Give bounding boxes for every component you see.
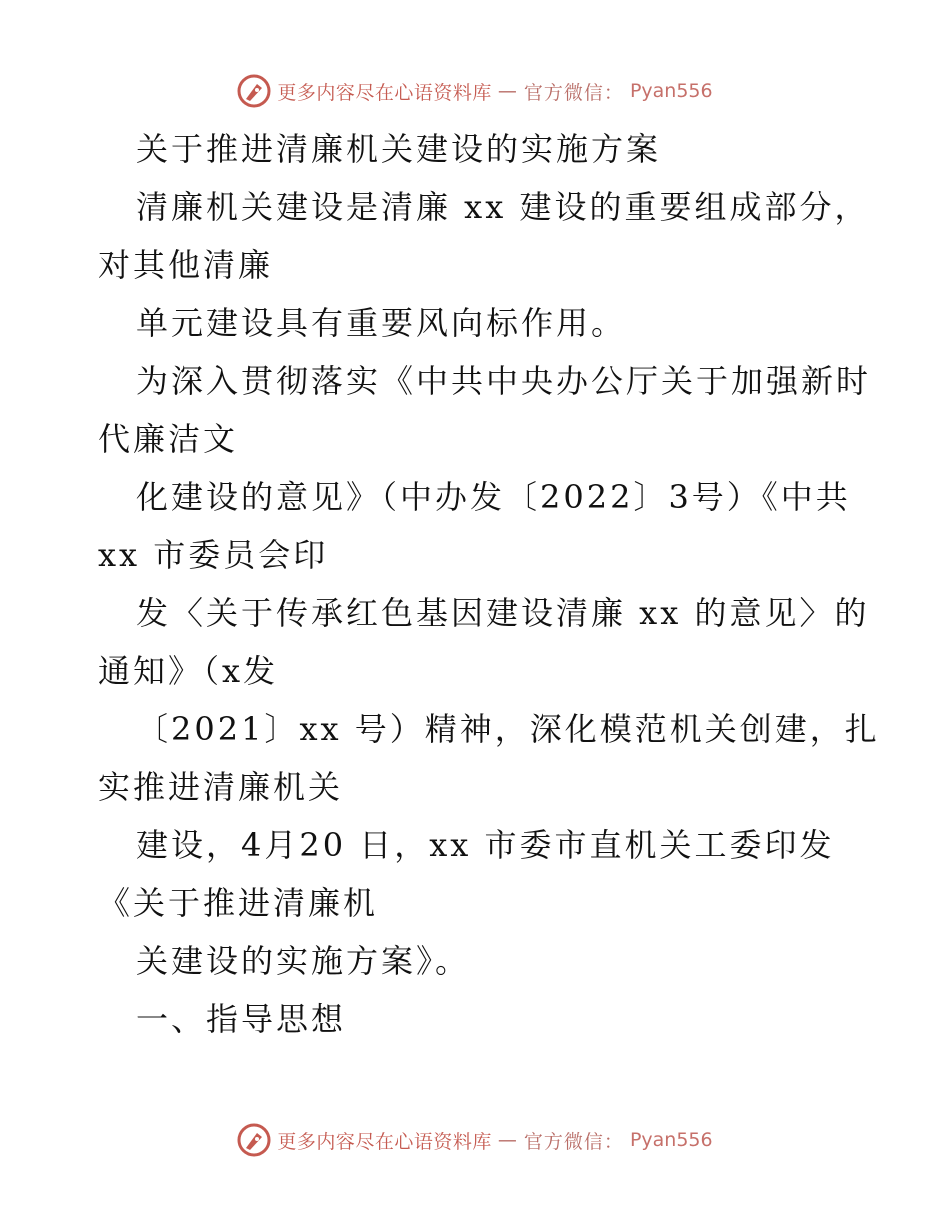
- section-heading: 一、指导思想: [136, 1000, 347, 1038]
- watermark-footer: [0, 1120, 950, 1160]
- paragraph-line: 化建设的意见》（中办发〔2022〕3号）《中共: [136, 478, 851, 516]
- watermark-wechat-id: Pyan556: [629, 1129, 713, 1151]
- paragraph-line: 《关于推进清廉机: [98, 884, 379, 922]
- paragraph-line: 对其他清廉: [98, 246, 274, 284]
- paragraph-line: 关建设的实施方案》。: [136, 942, 471, 980]
- paragraph-line: 建设，4月20 日，xx 市委市直机关工委印发: [136, 826, 835, 864]
- pen-nib-logo-icon: [237, 1123, 271, 1157]
- watermark-site-text: 更多内容尽在心语资料库: [277, 1130, 492, 1153]
- pen-nib-logo-icon: [237, 74, 271, 108]
- watermark-wechat-label: 官方微信：: [523, 1130, 624, 1153]
- paragraph-line: 通知》（x发: [98, 652, 279, 690]
- watermark-wechat-id: Pyan556: [629, 80, 713, 102]
- watermark-header: [0, 71, 950, 111]
- paragraph-line: 单元建设具有重要风向标作用。: [136, 304, 627, 342]
- paragraph-line: 发〈关于传承红色基因建设清廉 xx 的意见〉的: [136, 594, 870, 632]
- paragraph-line: xx 市委员会印: [98, 536, 329, 574]
- watermark-separator: —: [497, 1129, 518, 1151]
- paragraph-line: 清廉机关建设是清廉 xx 建设的重要组成部分，: [136, 188, 870, 226]
- paragraph-line: 实推进清廉机关: [98, 768, 344, 806]
- paragraph-line: 为深入贯彻落实《中共中央办公厅关于加强新时: [136, 362, 872, 400]
- watermark-site-text: 更多内容尽在心语资料库: [277, 81, 492, 104]
- document-body: [98, 120, 880, 1048]
- paragraph-line: 代廉洁文: [98, 420, 239, 458]
- watermark-wechat-label: 官方微信：: [523, 81, 624, 104]
- document-title: 关于推进清廉机关建设的实施方案: [136, 130, 662, 168]
- watermark-separator: —: [497, 80, 518, 102]
- paragraph-line: 〔2021〕xx 号）精神，深化模范机关创建，扎: [136, 710, 880, 748]
